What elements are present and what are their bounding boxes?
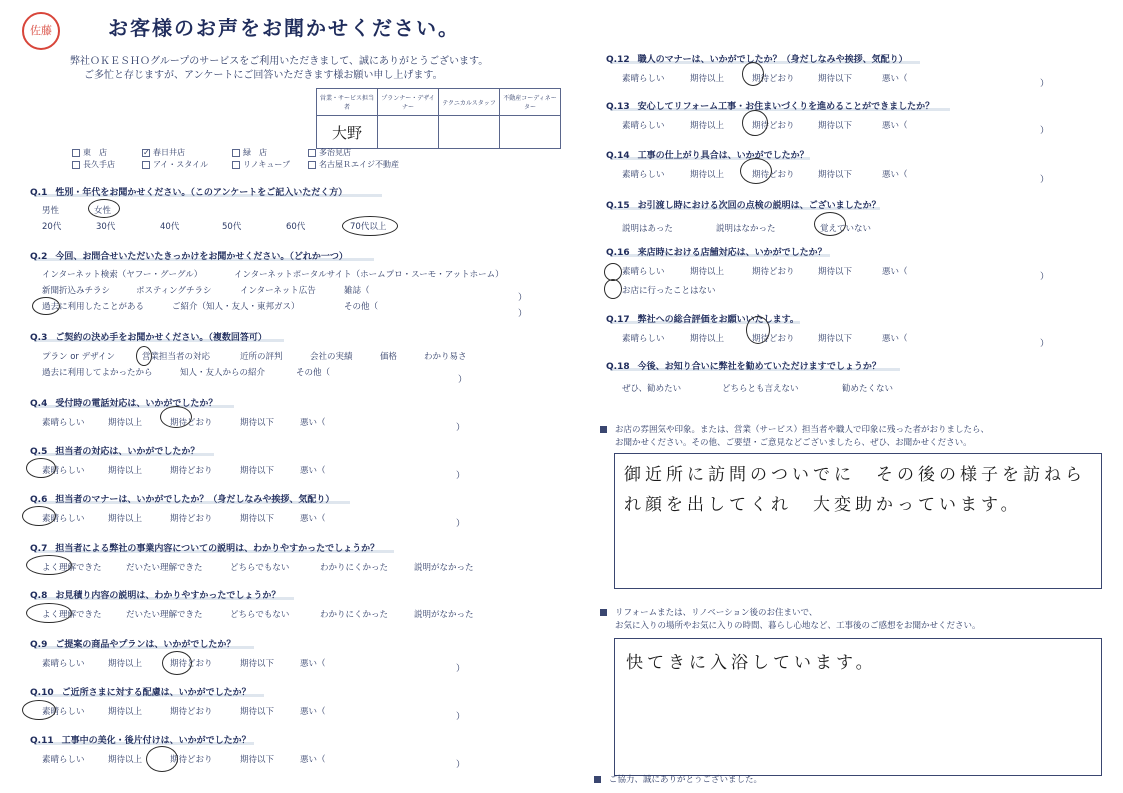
q3-option[interactable]: 会社の実績: [310, 352, 353, 362]
understanding-option[interactable]: だいたい理解できた: [126, 563, 203, 573]
comment2-heading: リフォームまたは、リノベーション後のお住まいで、 お気に入りの場所やお気に入りの時間、暮らし心地など、工事後のご感想をお聞かせください。: [600, 607, 981, 633]
answer-circle: [26, 603, 72, 623]
rating-option[interactable]: 期待以上: [108, 755, 143, 765]
rating-paren-close: ）: [1040, 339, 1050, 349]
store-option-checked[interactable]: ✓ 春日井店: [143, 147, 185, 157]
bullet-square-icon: [600, 609, 607, 616]
rating-option[interactable]: 期待以下: [240, 707, 275, 717]
q1-option-male[interactable]: 男性: [42, 206, 60, 216]
comment1-heading: お店の雰囲気や印象。または、営業（サービス）担当者や職人で印象に残った者がおりましたら、 お聞かせください。その他、ご要望・ご意見などございましたら、ぜひ、お聞かせください。: [600, 424, 989, 450]
question-q6: Q.6 担当者のマナーは、いかがでしたか？（身だしなみや挨拶、気配り）: [30, 495, 335, 505]
answer-circle: [740, 158, 772, 184]
understanding-option[interactable]: よく理解できた: [42, 610, 102, 620]
staff-header-sales: 営業・サービス担当者: [317, 89, 378, 116]
q2-paren-close: ）: [518, 309, 528, 319]
rating-option[interactable]: 悪い（: [300, 514, 326, 524]
store-option[interactable]: 東 店: [72, 147, 107, 158]
store-option[interactable]: アイ・スタイル: [142, 159, 208, 170]
question-q16: Q.16 来店時における店舗対応は、いかがでしたか？: [606, 248, 827, 258]
answer-circle: [160, 406, 192, 428]
rating-paren-close: ）: [1040, 175, 1050, 185]
rating-option[interactable]: 期待以上: [690, 74, 725, 84]
q16-option-never-visited[interactable]: お店に行ったことはない: [622, 286, 716, 296]
q2-option[interactable]: インターネットポータルサイト（ホームプロ・スーモ・アットホーム）: [234, 270, 504, 280]
q3-paren-close: ）: [458, 375, 468, 385]
rating-option[interactable]: 期待以下: [240, 466, 275, 476]
staff-value-sales[interactable]: 大野: [317, 116, 378, 149]
rating-option[interactable]: 期待以下: [240, 659, 275, 669]
bullet-square-icon: [594, 776, 601, 783]
q18-option[interactable]: ぜひ、勧めたい: [622, 384, 682, 394]
intro-line-2: ご多忙と存じますが、アンケートにご回答いただきます様お願い申し上げます。: [84, 70, 443, 81]
rating-option[interactable]: 素晴らしい: [622, 121, 665, 131]
answer-circle: [604, 279, 622, 299]
rating-paren-close: ）: [1040, 126, 1050, 136]
q3-option[interactable]: その他（: [296, 368, 331, 378]
answer-circle: [26, 458, 56, 478]
q2-option[interactable]: その他（: [344, 302, 379, 312]
understanding-option[interactable]: わかりにくかった: [320, 610, 389, 620]
rating-option[interactable]: 素晴らしい: [42, 514, 85, 524]
q2-option[interactable]: ポスティングチラシ: [136, 286, 212, 296]
q3-option[interactable]: 営業担当者の対応: [142, 352, 211, 362]
q3-option[interactable]: 知人・友人からの紹介: [180, 368, 266, 378]
rating-option[interactable]: 期待以下: [818, 267, 853, 277]
comment1-handwriting-line1: 御近所に訪問のついでに その後の様子を訪ねら: [624, 465, 1086, 485]
rating-paren-close: ）: [456, 712, 466, 722]
question-q17: Q.17 弊社への総合評価をお願いいたします。: [606, 315, 799, 325]
rating-option[interactable]: 素晴らしい: [42, 659, 85, 669]
store-option[interactable]: 名古屋Ｒエイジ不動産: [308, 159, 399, 170]
answer-circle: [22, 506, 56, 526]
rating-option[interactable]: 期待以上: [108, 466, 143, 476]
rating-option[interactable]: 期待以上: [690, 121, 725, 131]
q1-age-option[interactable]: 20代: [42, 222, 62, 232]
footer-thanks: ご協力、誠にありがとうございました。: [594, 774, 762, 787]
understanding-option[interactable]: わかりにくかった: [320, 563, 389, 573]
q18-option[interactable]: どちらとも言えない: [722, 384, 799, 394]
rating-option[interactable]: 期待以上: [108, 707, 143, 717]
staff-header-realestate: 不動産コーディネーター: [500, 89, 561, 116]
rating-option[interactable]: 悪い（: [882, 267, 908, 277]
q1-age-option[interactable]: 50代: [222, 222, 242, 232]
bullet-square-icon: [600, 426, 607, 433]
q15-option[interactable]: 説明はなかった: [716, 224, 776, 234]
question-q2: Q.2 今回、お問合せいただいたきっかけをお聞かせください。（どれか一つ）: [30, 252, 348, 262]
question-q7: Q.7 担当者による弊社の事業内容についての説明は、わかりやすかったでしょうか？: [30, 544, 380, 554]
rating-option[interactable]: 素晴らしい: [42, 466, 85, 476]
q2-paren-close: ）: [518, 293, 528, 303]
rating-option[interactable]: 期待どおり: [170, 659, 213, 669]
q1-age-option[interactable]: 30代: [96, 222, 116, 232]
answer-circle: [26, 555, 72, 575]
rating-option[interactable]: 悪い（: [300, 418, 326, 428]
rating-option[interactable]: 期待以下: [818, 74, 853, 84]
understanding-option[interactable]: 説明がなかった: [414, 563, 474, 573]
rating-option[interactable]: 期待どおり: [170, 707, 213, 717]
answer-circle: [742, 110, 768, 136]
comment1-handwriting-line2: れ顔を出してくれ 大変助かっています。: [624, 495, 1022, 515]
rating-option[interactable]: 悪い（: [300, 755, 326, 765]
answer-circle: [22, 700, 56, 720]
rating-option[interactable]: 悪い（: [300, 659, 326, 669]
question-q5: Q.5 担当者の対応は、いかがでしたか？: [30, 447, 200, 457]
rating-option[interactable]: 期待どおり: [752, 74, 795, 84]
q1-age-option[interactable]: 70代以上: [350, 222, 387, 232]
rating-option[interactable]: 素晴らしい: [622, 170, 665, 180]
store-option[interactable]: 多治見店: [308, 147, 351, 158]
rating-option[interactable]: 期待以下: [818, 334, 853, 344]
staff-value-planner[interactable]: [378, 116, 439, 149]
rating-option[interactable]: 期待以上: [108, 659, 143, 669]
question-q4: Q.4 受付時の電話対応は、いかがでしたか？: [30, 399, 218, 409]
answer-circle: [162, 651, 192, 675]
q3-option[interactable]: プラン or デザイン: [42, 352, 116, 362]
rating-option[interactable]: 期待以下: [240, 418, 275, 428]
rating-paren-close: ）: [1040, 272, 1050, 282]
question-q15: Q.15 お引渡し時における次回の点検の説明は、ございましたか？: [606, 201, 881, 211]
rating-option[interactable]: 素晴らしい: [622, 267, 665, 277]
q1-option-female[interactable]: 女性: [94, 206, 112, 216]
rating-option[interactable]: 期待どおり: [170, 418, 213, 428]
rating-option[interactable]: 期待以下: [818, 170, 853, 180]
rating-option[interactable]: 期待どおり: [170, 514, 213, 524]
rating-option[interactable]: 期待以上: [690, 170, 725, 180]
page-title: お客様のお声をお聞かせください。: [108, 16, 460, 40]
answer-circle: [88, 199, 120, 218]
understanding-option[interactable]: だいたい理解できた: [126, 610, 203, 620]
store-option[interactable]: リノキューブ: [232, 159, 290, 170]
q18-option[interactable]: 勧めたくない: [842, 384, 894, 394]
rating-option[interactable]: 期待どおり: [752, 334, 795, 344]
rating-option[interactable]: 悪い（: [882, 170, 908, 180]
question-q9: Q.9 ご提案の商品やプランは、いかがでしたか？: [30, 640, 236, 650]
rating-option[interactable]: 悪い（: [882, 121, 908, 131]
question-q1: Q.1 性別・年代をお聞かせください。（このアンケートをご記入いただく方）: [30, 188, 348, 198]
rating-paren-close: ）: [456, 519, 466, 529]
understanding-option[interactable]: よく理解できた: [42, 563, 102, 573]
rating-paren-close: ）: [456, 471, 466, 481]
rating-option[interactable]: 素晴らしい: [622, 334, 665, 344]
q3-option[interactable]: わかり易さ: [424, 352, 467, 362]
answer-circle: [746, 316, 770, 344]
store-option[interactable]: 長久手店: [72, 159, 115, 170]
q2-option[interactable]: ご紹介（知人・友人・東邦ガス）: [172, 302, 300, 312]
rating-option[interactable]: 素晴らしい: [42, 418, 85, 428]
answer-circle: [814, 212, 846, 236]
staff-table: [316, 88, 561, 149]
question-q13: Q.13 安心してリフォーム工事・お住まいづくりを進めることができましたか？: [606, 102, 935, 112]
rating-paren-close: ）: [456, 760, 466, 770]
rating-option[interactable]: 期待以下: [818, 121, 853, 131]
question-q11: Q.11 工事中の美化・後片付けは、いかがでしたか？: [30, 736, 251, 746]
rating-option[interactable]: 期待以上: [108, 418, 143, 428]
rating-option[interactable]: 悪い（: [882, 74, 908, 84]
rating-paren-close: ）: [456, 664, 466, 674]
understanding-option[interactable]: 説明がなかった: [414, 610, 474, 620]
rating-option[interactable]: 期待以下: [240, 514, 275, 524]
rating-option[interactable]: 素晴らしい: [42, 707, 85, 717]
staff-header-planner: プランナー・デザイナー: [378, 89, 439, 116]
answer-circle: [146, 746, 178, 772]
answer-circle: [32, 297, 60, 315]
answer-circle: [742, 62, 764, 86]
q3-option[interactable]: 近所の評判: [240, 352, 283, 362]
rating-option[interactable]: 期待どおり: [752, 170, 795, 180]
q15-option[interactable]: 説明はあった: [622, 224, 673, 234]
rating-option[interactable]: 期待どおり: [752, 267, 795, 277]
question-q14: Q.14 工事の仕上がり具合は、いかがでしたか？: [606, 151, 809, 161]
q15-option[interactable]: 覚えていない: [820, 224, 872, 234]
rating-option[interactable]: 悪い（: [300, 466, 326, 476]
question-q12: Q.12 職人のマナーは、いかがでしたか？（身だしなみや挨拶、気配り）: [606, 55, 908, 65]
rating-option[interactable]: 期待どおり: [170, 466, 213, 476]
rating-option[interactable]: 期待以上: [108, 514, 143, 524]
answer-circle: [342, 216, 398, 236]
q2-option[interactable]: 過去に利用したことがある: [42, 302, 145, 312]
answer-circle: [136, 346, 152, 366]
rating-option[interactable]: 期待以上: [690, 267, 725, 277]
question-q10: Q.10 ご近所さまに対する配慮は、いかがでしたか？: [30, 688, 251, 698]
comment2-handwriting-line1: 快てきに入浴しています。: [626, 653, 877, 673]
question-q18: Q.18 今後、お知り合いに弊社を勧めていただけますでしょうか？: [606, 362, 881, 372]
staff-value-realestate[interactable]: [500, 116, 561, 149]
rating-option[interactable]: 期待以下: [240, 755, 275, 765]
q2-option[interactable]: インターネット広告: [240, 286, 316, 296]
question-q3: Q.3 ご契約の決め手をお聞かせください。（複数回答可）: [30, 333, 267, 343]
q2-option[interactable]: 新聞折込みチラシ: [42, 286, 111, 296]
q1-age-option[interactable]: 40代: [160, 222, 180, 232]
q2-option[interactable]: インターネット検索（ヤフー・グーグル）: [42, 270, 203, 280]
stamp-text: 佐藤: [30, 24, 52, 37]
rating-option[interactable]: 素晴らしい: [42, 755, 85, 765]
staff-header-technical: テクニカルスタッフ: [439, 89, 500, 116]
rating-option[interactable]: 素晴らしい: [622, 74, 665, 84]
rating-option[interactable]: 悪い（: [300, 707, 326, 717]
rating-option[interactable]: 期待以上: [690, 334, 725, 344]
store-option[interactable]: 緑 店: [232, 147, 267, 158]
staff-value-technical[interactable]: [439, 116, 500, 149]
q3-option[interactable]: 価格: [380, 352, 398, 362]
rating-option[interactable]: 期待どおり: [170, 755, 213, 765]
rating-paren-close: ）: [456, 423, 466, 433]
understanding-option[interactable]: どちらでもない: [230, 563, 290, 573]
rating-option[interactable]: 期待どおり: [752, 121, 795, 131]
question-q8: Q.8 お見積り内容の説明は、わかりやすかったでしょうか？: [30, 591, 281, 601]
q2-option[interactable]: 雑誌（: [344, 286, 370, 296]
rating-paren-close: ）: [1040, 79, 1050, 89]
q3-option[interactable]: 過去に利用してよかったから: [42, 368, 153, 378]
understanding-option[interactable]: どちらでもない: [230, 610, 290, 620]
q1-age-option[interactable]: 60代: [286, 222, 306, 232]
intro-line-1: 弊社ＯＫＥＳＨＯグループのサービスをご利用いただきまして、誠にありがとうございます。: [70, 56, 489, 67]
rating-option[interactable]: 悪い（: [882, 334, 908, 344]
name-stamp: [22, 12, 60, 50]
